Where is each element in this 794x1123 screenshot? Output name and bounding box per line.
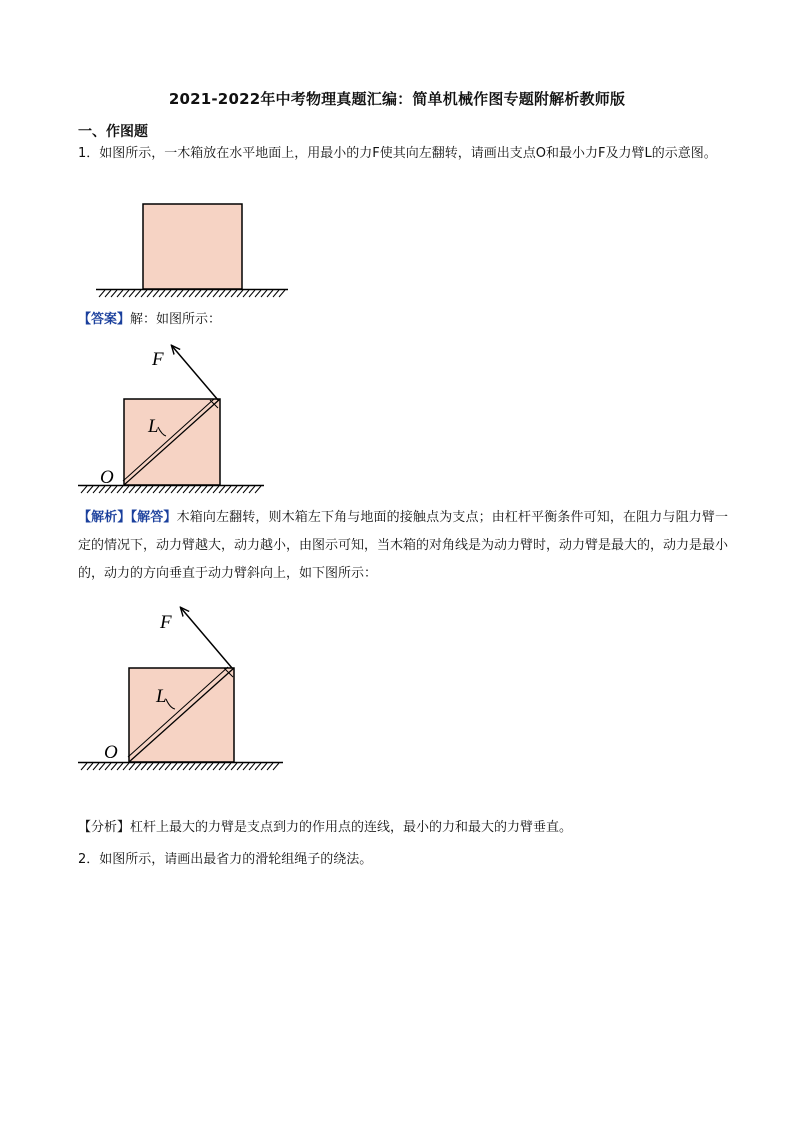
solution-figure — [78, 604, 288, 774]
force-arrow — [181, 608, 232, 668]
answer-text: 解：如图所示： — [130, 312, 222, 327]
solution-paragraph — [78, 504, 728, 588]
arm-label: L — [148, 416, 159, 437]
pivot-label: O — [100, 467, 114, 488]
question-2-text: 2．如图所示，请画出最省力的滑轮组绳子的绕法。 — [78, 852, 373, 867]
wooden-box — [143, 204, 242, 289]
solution-text: 木箱向左翻转，则木箱左下角与地面的接触点为支点；由杠杆平衡条件可知，在阻力与阻力臂一定的情况下，动力臂越大，动力越小，由图示可知，当木箱的对角线是为动力臂时，动力臂是最大的，动力是最小的，动力的方向垂直于动力臂斜向上，如下图所示： — [78, 510, 729, 581]
answer-line — [78, 306, 728, 334]
fenxi-tag: 【分析】 — [78, 820, 131, 835]
force-label: F — [160, 612, 172, 633]
solution-tag: 【解答】 — [130, 510, 177, 525]
section-heading: 一、作图题 — [78, 124, 148, 140]
question-1-figure — [96, 203, 291, 303]
pivot-label: O — [104, 742, 118, 763]
force-label: F — [152, 349, 164, 370]
answer-figure — [78, 340, 268, 500]
answer-tag: 【答案】 — [78, 312, 131, 327]
question-1-text: 1．如图所示，一木箱放在水平地面上，用最小的力F使其向左翻转，请画出支点O和最小力F及力臂L的示意图。 — [78, 146, 717, 161]
ground-hatching — [81, 763, 279, 770]
ground-hatching — [99, 290, 285, 297]
fenxi-line — [78, 814, 728, 842]
arm-label: L — [156, 686, 167, 707]
force-arrow — [172, 346, 218, 400]
page-title: 2021-2022年中考物理真题汇编：简单机械作图专题附解析教师版 — [168, 90, 626, 108]
fenxi-text: 杠杆上最大的力臂是支点到力的作用点的连线，最小的力和最大的力臂垂直。 — [130, 820, 573, 835]
analysis-tag: 【解析】 — [78, 510, 131, 525]
